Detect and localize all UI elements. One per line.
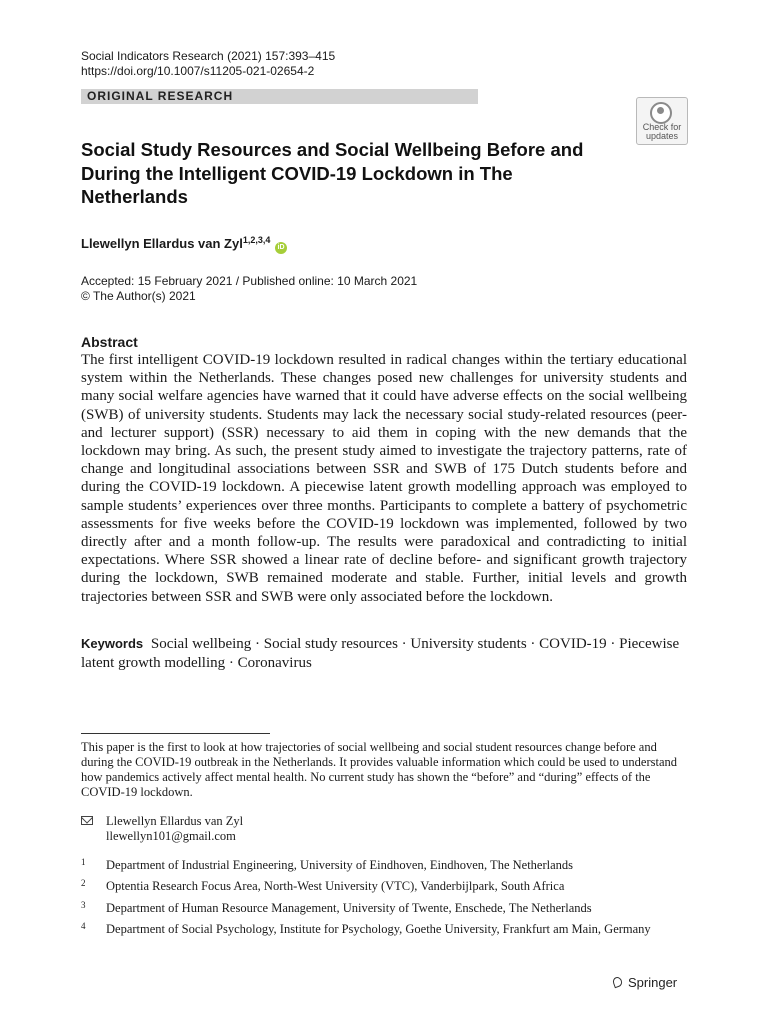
springer-horse-icon <box>612 976 624 989</box>
section-label-bar <box>81 89 478 104</box>
footnote-text: This paper is the first to look at how trajectories of social wellbeing and social student resources change before and during the COVID-19 outbreak in the Netherlands. It provides valuable information which could be used to understand how pandemics actively affect mental health. No current study has shown the “before” and “during” effects of the COVID-19 lockdown. <box>81 740 678 799</box>
keywords-label: Keywords <box>81 636 144 651</box>
keywords-block <box>81 634 687 673</box>
author-affiliation-marks: 1,2,3,4 <box>242 235 271 245</box>
footnote-divider <box>81 733 270 734</box>
contact-name: Llewellyn Ellardus van Zyl <box>106 814 244 828</box>
publisher-logo <box>612 975 677 991</box>
affiliation-text: Optentia Research Focus Area, North-West University (VTC), Vanderbijlpark, South Africa <box>106 879 565 893</box>
affiliation-number: 3 <box>81 900 86 910</box>
envelope-icon <box>81 816 93 825</box>
abstract-text: The first intelligent COVID-19 lockdown resulted in radical changes within the tertiary educational system within the Netherlands. These changes posed new challenges for university students and many social welfare agencies have warned that it could have adverse effects on the social wellbeing (SWB) of university students. Students may lack the necessary social study-related resources (peer- and lecturer support) (SSR) necessary to aid them in coping with the new demands that the lockdown may bring. As such, the present study aimed to investigate the trajectory patterns, rate of change and longitudinal associations between SSR and SWB of 175 Dutch students before and during the COVID-19 lockdown. A piecewise latent growth modelling approach was employed to sample students’ experiences over three months. Participants to complete a battery of psychometric assessments for five weeks before the COVID-19 lockdown was implemented, followed by two directly after and a month follow-up. The results were paradoxical and contradicting to initial expectations. Where SSR showed a linear rate of decline before- and significant growth trajectory during the lockdown, SWB remained moderate and stable. Further, initial levels and growth trajectories between SSR and SWB were only associated before the lockdown. <box>81 352 687 605</box>
affiliation-number: 1 <box>81 857 86 867</box>
author-line <box>81 231 287 254</box>
publisher-name: Springer <box>628 975 678 990</box>
contact-email[interactable]: llewellyn101@gmail.com <box>106 829 236 843</box>
abstract-heading: Abstract <box>81 334 138 350</box>
doi-link[interactable]: https://doi.org/10.1007/s11205-021-02654-2 <box>81 64 315 78</box>
publication-dates: Accepted: 15 February 2021 / Published online: 10 March 2021 <box>81 274 418 288</box>
affiliation-number: 2 <box>81 878 86 888</box>
check-for-updates-badge[interactable] <box>636 97 688 145</box>
journal-citation: Social Indicators Research (2021) 157:393–415 <box>81 49 336 63</box>
affiliation-text: Department of Human Resource Management, University of Twente, Enschede, The Netherlands <box>106 901 592 915</box>
check-badge-line2: updates <box>645 131 679 141</box>
keywords-list: Social wellbeing · Social study resources · University students · COVID-19 · Piecewise latent growth modelling · Coronavirus <box>81 636 680 671</box>
affiliation-number: 4 <box>81 921 86 931</box>
copyright-notice: © The Author(s) 2021 <box>81 289 196 303</box>
article-title: Social Study Resources and Social Wellbeing Before and During the Intelligent COVID-19 Lockdown in The Netherlands <box>81 139 584 207</box>
orcid-icon[interactable]: iD <box>275 242 287 254</box>
update-icon <box>650 102 672 124</box>
section-label: ORIGINAL RESEARCH <box>87 89 234 103</box>
check-badge-line1: Check for <box>642 122 682 132</box>
affiliation-text: Department of Social Psychology, Institute for Psychology, Goethe University, Frankfurt am Main, Germany <box>106 922 651 936</box>
affiliation-text: Department of Industrial Engineering, University of Eindhoven, Eindhoven, The Netherlands <box>106 858 574 872</box>
author-name[interactable]: Llewellyn Ellardus van Zyl <box>81 236 243 251</box>
